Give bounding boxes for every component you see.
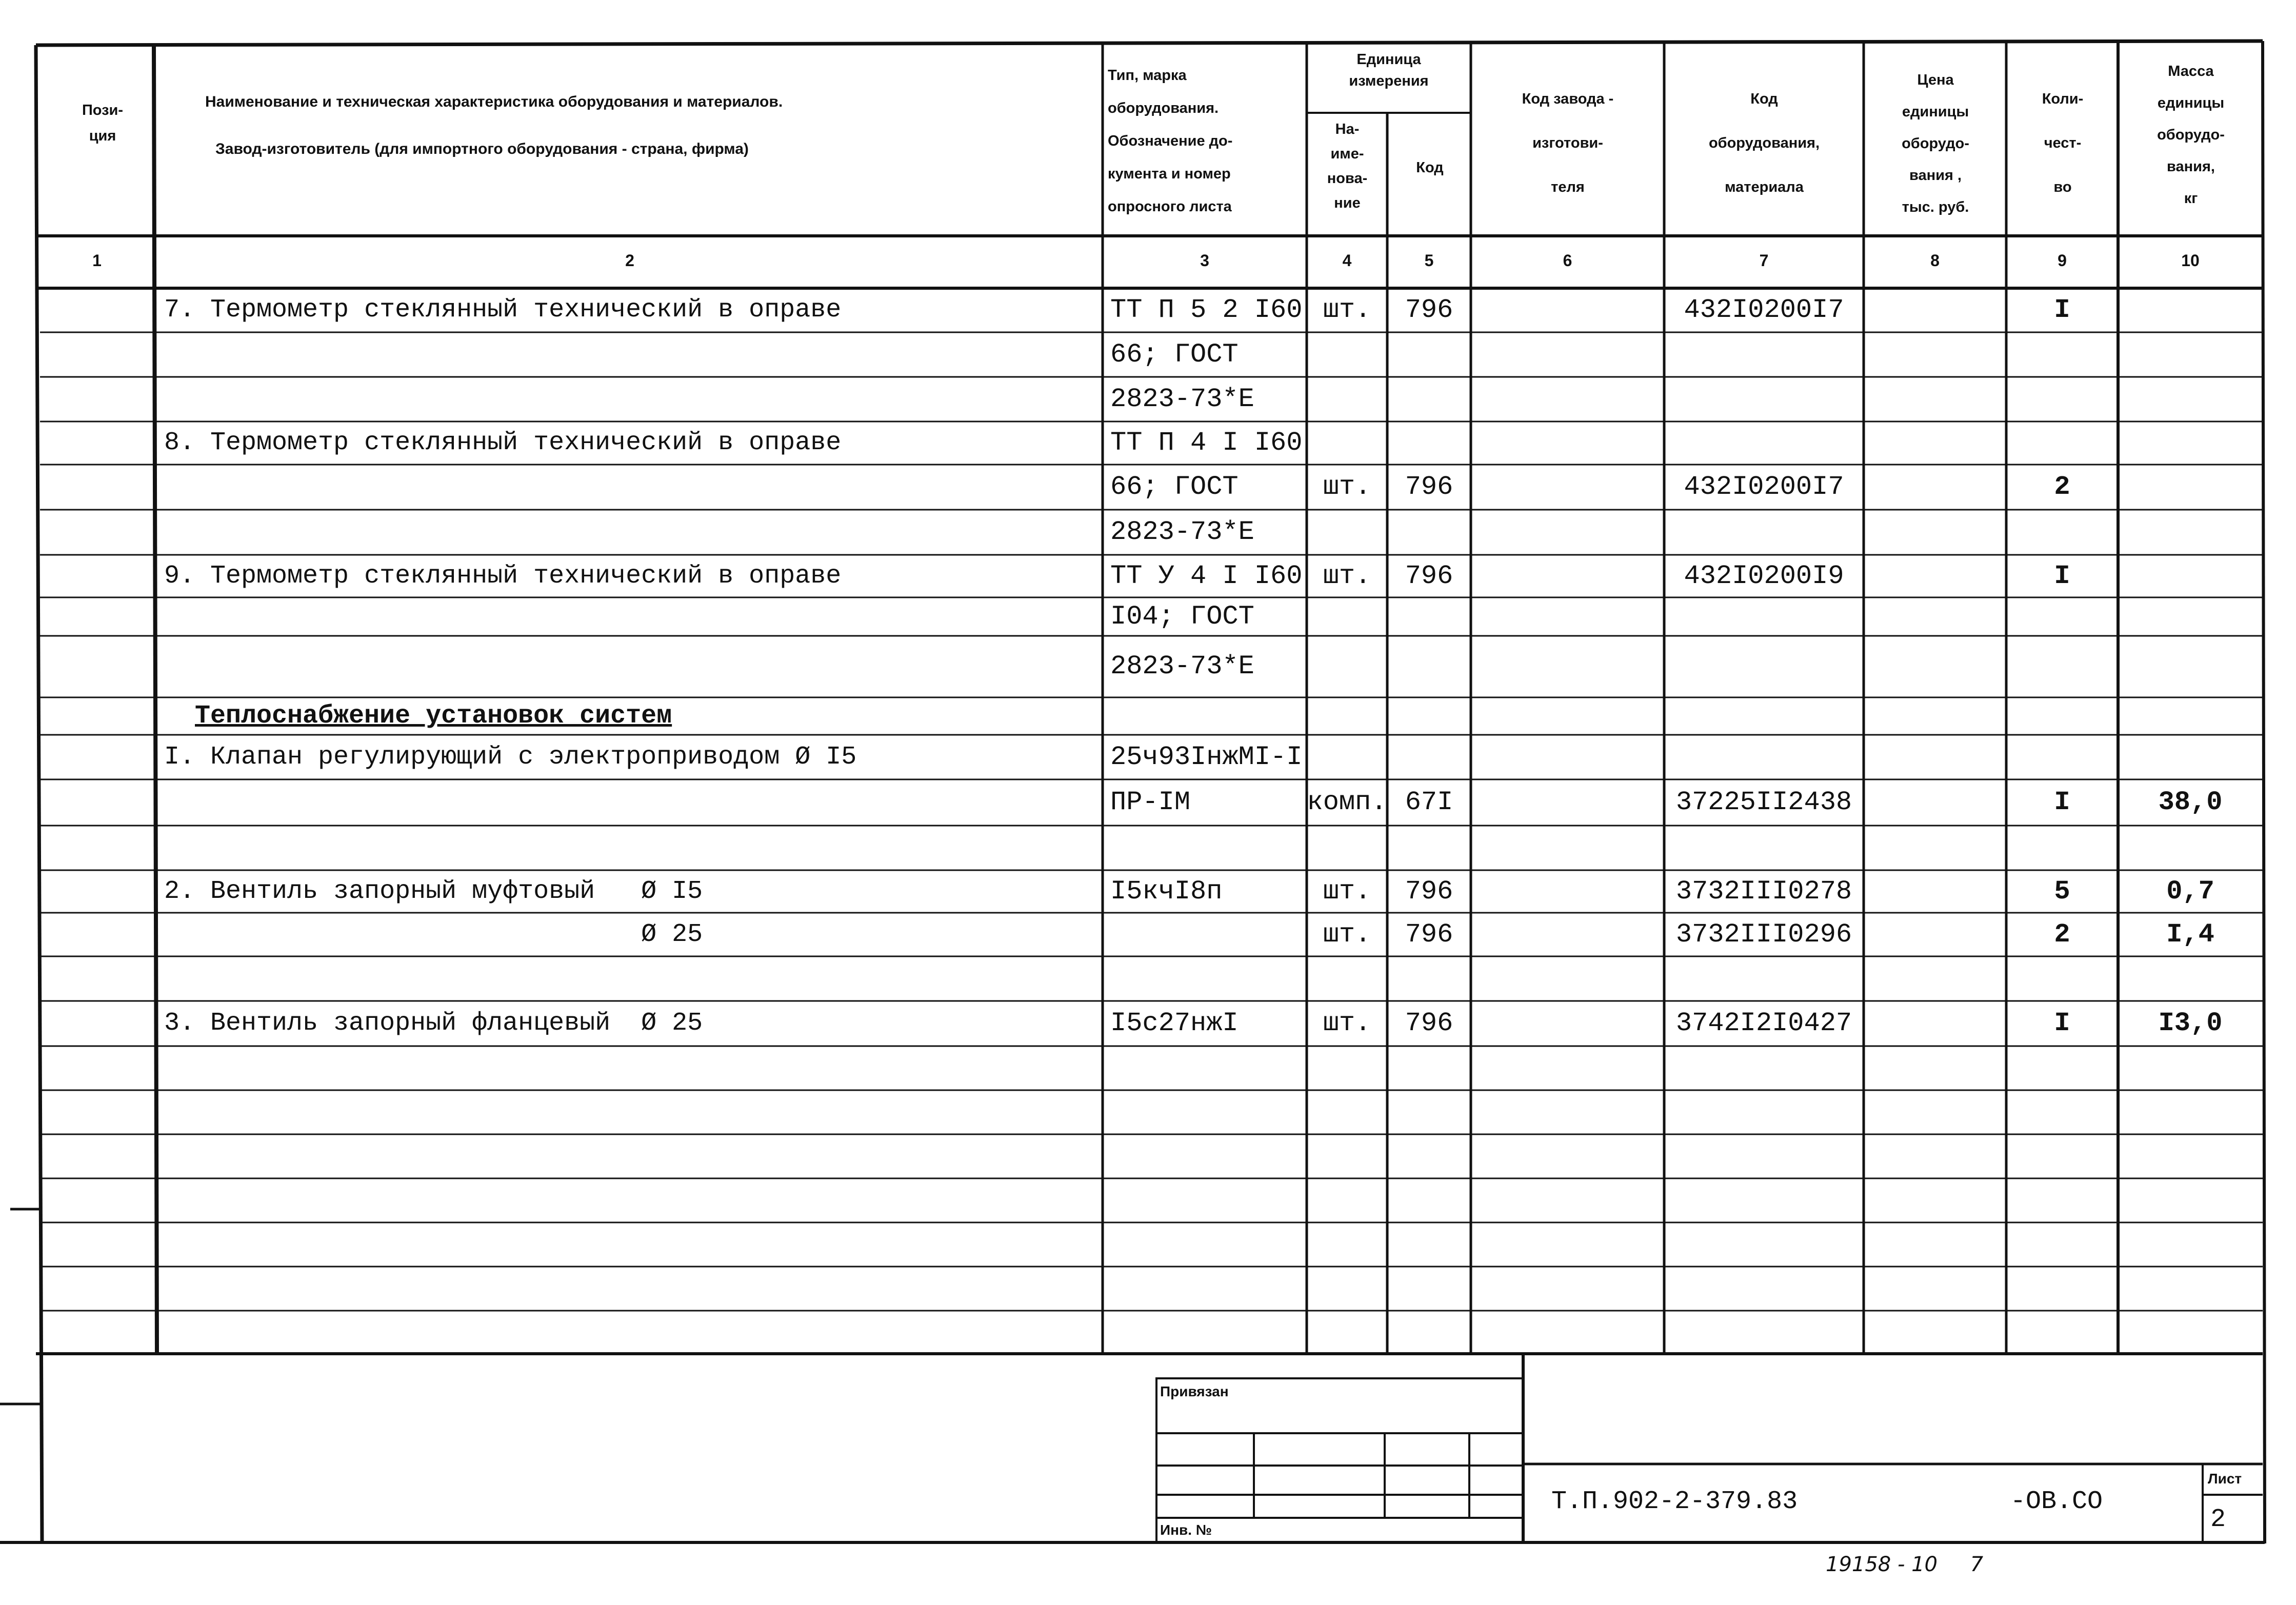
cell-mass: [2118, 288, 2263, 332]
cell-name: 9. Термометр стеклянный технический в оправе: [164, 561, 842, 591]
colnum-7: 7: [1759, 251, 1769, 270]
cell-type: 2823-73*Е: [1110, 384, 1254, 414]
colnum-3: 3: [1200, 251, 1209, 270]
cell-code: [1387, 956, 1471, 1001]
cell-name: [164, 779, 1097, 826]
cell-mass: [2118, 697, 2263, 735]
cell-mass: [2118, 465, 2263, 510]
cell-type: 2823-73*Е: [1110, 651, 1254, 681]
cell-name: 8. Термометр стеклянный технический в оправе: [164, 428, 842, 457]
colnum-8: 8: [1930, 251, 1940, 270]
cell-name: [164, 826, 1097, 870]
cell-equip-code: 432I0200I7: [1684, 472, 1844, 502]
cell-equip-code: [1664, 332, 1864, 377]
cell-unit: [1307, 422, 1387, 465]
cell-equip-code: 432I0200I7: [1684, 295, 1844, 325]
header-price: Цена единицы оборудо- вания , тыс. руб.: [1902, 72, 1969, 215]
cell-qty: [2006, 422, 2118, 465]
cell-unit: [1307, 636, 1387, 697]
header-equipment-code: Код оборудования, материала: [1708, 91, 1820, 195]
cell-type: I5кчI8п: [1110, 876, 1223, 907]
cell-type: [1110, 697, 1305, 735]
cell-unit: шт.: [1323, 295, 1371, 325]
colnum-2: 2: [625, 251, 634, 270]
cell-mass: 38,0: [2158, 787, 2223, 817]
cell-equip-code: [1664, 956, 1864, 1001]
cell-type: [1110, 956, 1305, 1001]
cell-equip-code: [1664, 422, 1864, 465]
cell-mass: [2118, 422, 2263, 465]
cell-qty: I: [2054, 787, 2070, 817]
cell-qty: [2006, 956, 2118, 1001]
cell-code: [1387, 697, 1471, 735]
cell-code: [1387, 422, 1471, 465]
cell-unit: [1307, 510, 1387, 555]
cell-name: 2. Вентиль запорный муфтовый Ø I5: [164, 877, 703, 906]
cell-equip-code: [1664, 636, 1864, 697]
cell-mass: [2118, 555, 2263, 597]
cell-equip-code: 3732III0296: [1675, 919, 1852, 950]
header-unit-code: Код: [1416, 159, 1444, 176]
cell-unit: [1307, 956, 1387, 1001]
cell-name: 7. Термометр стеклянный технический в оправе: [164, 295, 842, 325]
cell-qty: I: [2054, 1008, 2070, 1038]
header-name-line2: Завод-изготовитель (для импортного оборудования - страна, фирма): [215, 141, 749, 157]
cell-code: 796: [1405, 561, 1453, 591]
colnum-4: 4: [1342, 251, 1352, 270]
cell-equip-code: [1664, 510, 1864, 555]
cell-qty: [2006, 377, 2118, 422]
cell-code: [1387, 332, 1471, 377]
cell-name: [164, 510, 1097, 555]
cell-name: Ø 25: [164, 920, 703, 949]
cell-mass: 0,7: [2166, 876, 2214, 907]
cell-qty: [2006, 597, 2118, 636]
cell-unit: шт.: [1323, 561, 1371, 591]
cell-type: ТТ У 4 I I60: [1110, 561, 1303, 591]
cell-equip-code: [1664, 377, 1864, 422]
cell-unit: [1307, 735, 1387, 779]
sheet-number: 2: [2210, 1505, 2226, 1534]
cell-qty: 5: [2054, 876, 2070, 907]
cell-type: 66; ГОСТ: [1110, 339, 1239, 370]
cell-code: [1387, 636, 1471, 697]
cell-unit: шт.: [1323, 919, 1371, 950]
cell-unit: [1307, 377, 1387, 422]
header-unit-name: На- име- нова- ние: [1327, 121, 1368, 211]
header-position: Пози- ция: [82, 102, 124, 144]
cell-type: ТТ П 5 2 I60: [1110, 295, 1303, 325]
cell-equip-code: 432I0200I9: [1684, 561, 1844, 591]
cell-code: 796: [1405, 472, 1453, 502]
colnum-5: 5: [1424, 251, 1434, 270]
header-name-line1: Наименование и техническая характеристика оборудования и материалов.: [205, 93, 783, 110]
cell-qty: [2006, 332, 2118, 377]
cell-code: 796: [1405, 919, 1453, 950]
cell-qty: I: [2054, 561, 2070, 591]
cell-mass: [2118, 826, 2263, 870]
cell-qty: [2006, 510, 2118, 555]
header-factory-code: Код завода - изготови- теля: [1522, 91, 1614, 195]
cell-name: Теплоснабжение установок систем: [195, 701, 672, 731]
header-quantity: Коли- чест- во: [2042, 91, 2084, 195]
cell-type: 25ч93IнжМI-I: [1110, 742, 1303, 772]
cell-code: [1387, 510, 1471, 555]
document-code: Т.П.902-2-379.83: [1551, 1487, 1798, 1516]
cell-unit: шт.: [1323, 1008, 1371, 1038]
cell-code: 67I: [1405, 787, 1453, 817]
colnum-6: 6: [1563, 251, 1572, 270]
cell-qty: [2006, 826, 2118, 870]
cell-equip-code: [1664, 697, 1864, 735]
cell-type: I04; ГОСТ: [1110, 601, 1254, 632]
cell-type: ТТ П 4 I I60: [1110, 428, 1303, 458]
stamp-inventory-label: Инв. №: [1160, 1522, 1212, 1538]
cell-equip-code: [1664, 735, 1864, 779]
cell-name: [164, 377, 1097, 422]
cell-unit: комп.: [1307, 787, 1387, 817]
cell-mass: I,4: [2166, 919, 2214, 950]
colnum-1: 1: [92, 251, 102, 270]
colnum-10: 10: [2181, 251, 2200, 270]
cell-type: 66; ГОСТ: [1110, 472, 1239, 502]
cell-name: [164, 597, 1097, 636]
document-suffix: -ОВ.СО: [2010, 1487, 2103, 1516]
colnum-9: 9: [2058, 251, 2067, 270]
cell-unit: [1307, 332, 1387, 377]
cell-mass: [2118, 956, 2263, 1001]
cell-type: I5с27нжI: [1110, 1008, 1239, 1038]
cell-unit: [1307, 826, 1387, 870]
cell-name: 3. Вентиль запорный фланцевый Ø 25: [164, 1009, 703, 1038]
cell-unit: шт.: [1323, 472, 1371, 502]
cell-code: [1387, 377, 1471, 422]
cell-equip-code: 3742I2I0427: [1675, 1008, 1852, 1038]
cell-mass: I3,0: [2158, 1008, 2223, 1038]
cell-qty: [2006, 697, 2118, 735]
cell-name: [164, 636, 1097, 697]
cell-mass: [2118, 332, 2263, 377]
cell-type: [1110, 913, 1305, 956]
cell-equip-code: 3732III0278: [1675, 876, 1852, 907]
header-unit: Единица измерения: [1349, 51, 1429, 89]
cell-equip-code: 37225II2438: [1675, 787, 1852, 817]
cell-type: ПР-IМ: [1110, 787, 1191, 817]
cell-name: [164, 465, 1097, 510]
cell-qty: I: [2054, 295, 2070, 325]
cell-code: [1387, 735, 1471, 779]
cell-unit: [1307, 697, 1387, 735]
cell-qty: [2006, 735, 2118, 779]
cell-code: 796: [1405, 1008, 1453, 1038]
cell-unit: [1307, 597, 1387, 636]
cell-unit: шт.: [1323, 876, 1371, 907]
cell-code: [1387, 597, 1471, 636]
cell-qty: 2: [2054, 919, 2070, 950]
cell-name: I. Клапан регулирующий с электроприводом Ø I5: [164, 743, 857, 772]
cell-mass: [2118, 510, 2263, 555]
footer-note: 19158 - 10 7: [1826, 1553, 1984, 1576]
sheet-label: Лист: [2208, 1471, 2242, 1487]
cell-name: [164, 332, 1097, 377]
cell-mass: [2118, 636, 2263, 697]
cell-mass: [2118, 735, 2263, 779]
stamp-attached-label: Привязан: [1160, 1383, 1229, 1399]
cell-code: 796: [1405, 295, 1453, 325]
header-type: Тип, марка оборудования. Обозначение до- кумента и номер опросного листа: [1108, 67, 1233, 215]
cell-name: [164, 956, 1097, 1001]
cell-equip-code: [1664, 597, 1864, 636]
cell-equip-code: [1664, 826, 1864, 870]
cell-qty: 2: [2054, 472, 2070, 502]
cell-type: 2823-73*Е: [1110, 517, 1254, 547]
cell-type: [1110, 826, 1305, 870]
cell-qty: [2006, 636, 2118, 697]
cell-mass: [2118, 597, 2263, 636]
cell-code: 796: [1405, 876, 1453, 907]
header-mass: Масса единицы оборудо- вания, кг: [2157, 63, 2225, 207]
cell-mass: [2118, 377, 2263, 422]
cell-code: [1387, 826, 1471, 870]
